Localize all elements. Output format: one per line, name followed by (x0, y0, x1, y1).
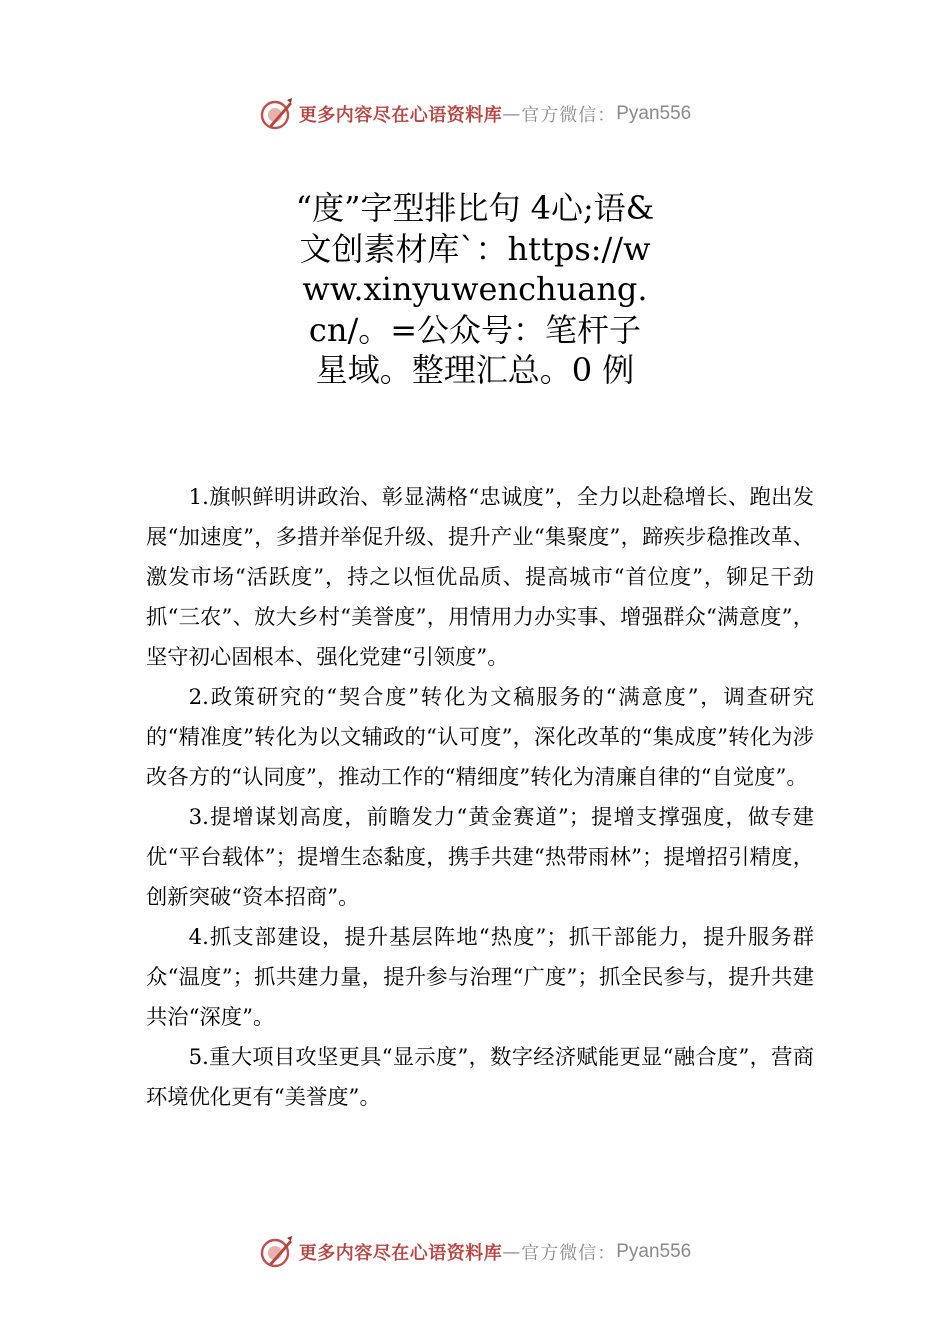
footer-banner (0, 1232, 950, 1272)
banner-wechat-id: Pyan556 (616, 1241, 692, 1262)
paragraph-4: 4.抓支部建设，提升基层阵地“热度”；抓干部能力，提升服务群众“温度”；抓共建力量，提升参与治理“广度”；抓全民参与，提升共建共治“深度”。 (146, 925, 814, 1030)
document-body (146, 478, 814, 1118)
banner-separator: — (502, 103, 522, 125)
document-title: “度”字型排比句 4心;语&文创素材库`：https://www.xinyuwenchuang.cn/。=公众号：笔杆子星域。整理汇总。0 例 (295, 189, 655, 389)
banner-separator: — (502, 1241, 522, 1263)
header-banner (0, 94, 950, 134)
banner-brand-text: 更多内容尽在心语资料库 (298, 105, 503, 126)
pen-logo-icon (259, 1234, 295, 1270)
pen-logo-icon (259, 96, 295, 132)
paragraph-3: 3.提增谋划高度，前瞻发力“黄金赛道”；提增支撑强度，做专建优“平台载体”；提增生态黏度，携手共建“热带雨林”；提增招引精度，创新突破“资本招商”。 (146, 805, 814, 910)
paragraph-5: 5.重大项目攻坚更具“显示度”，数字经济赋能更显“融合度”，营商环境优化更有“美誉度”。 (146, 1045, 814, 1110)
banner-wechat-label: 官方微信： (521, 1243, 617, 1264)
banner-brand-text: 更多内容尽在心语资料库 (298, 1243, 503, 1264)
paragraph-2: 2.政策研究的“契合度”转化为文稿服务的“满意度”，调查研究的“精准度”转化为以文辅政的“认可度”，深化改革的“集成度”转化为涉改各方的“认同度”，推动工作的“精细度”转化为清廉自律的“自觉度”。 (146, 685, 814, 790)
banner-wechat-label: 官方微信： (521, 105, 617, 126)
paragraph-1: 1.旗帜鲜明讲政治、彰显满格“忠诚度”，全力以赴稳增长、跑出发展“加速度”，多措并举促升级、提升产业“集聚度”，蹄疾步稳推改革、激发市场“活跃度”，持之以恒优品质、提高城市“首位度”，铆足干劲抓“三农”、放大乡村“美誉度”，用情用力办实事、增强群众“满意度”，坚守初心固根本、强化党建“引领度”。 (146, 485, 814, 670)
banner-wechat-id: Pyan556 (616, 103, 692, 124)
